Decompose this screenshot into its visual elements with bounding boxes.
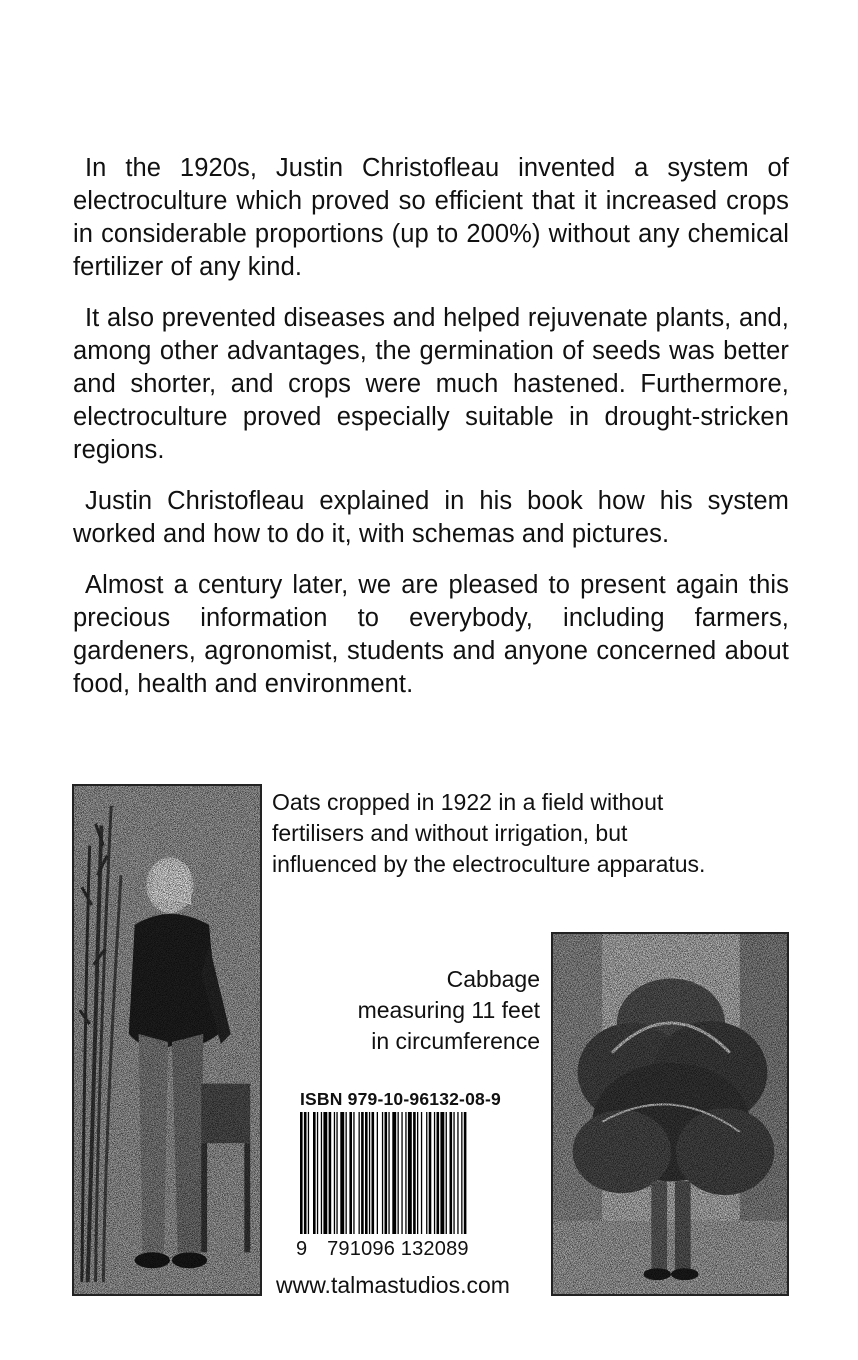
- barcode-bar: [434, 1112, 435, 1234]
- barcode-bar: [304, 1112, 307, 1234]
- barcode-bar: [329, 1112, 332, 1234]
- cabbage-caption-line: Cabbage: [446, 966, 540, 992]
- barcode-bar: [334, 1112, 335, 1234]
- barcode-digits-rest: 791096 132089: [327, 1238, 469, 1260]
- barcode-bar: [300, 1112, 303, 1234]
- barcode-bar: [401, 1112, 402, 1234]
- barcode-bar: [340, 1112, 344, 1234]
- barcode-bar: [392, 1112, 396, 1234]
- cabbage-caption-line: in circumference: [371, 1028, 540, 1054]
- barcode-bar: [446, 1112, 447, 1234]
- barcode-bar: [313, 1112, 316, 1234]
- barcode-bar: [377, 1112, 378, 1234]
- barcode-bar: [323, 1112, 327, 1234]
- barcode-bar: [372, 1112, 375, 1234]
- barcode-bar: [369, 1112, 370, 1234]
- barcode-bar: [353, 1112, 354, 1234]
- isbn-barcode: [296, 1112, 504, 1252]
- barcode-bar: [440, 1112, 444, 1234]
- blurb-paragraph: In the 1920s, Justin Christofleau invented a system of electroculture which proved so efficient that it increased crops in considerable proportions (up to 200%) without any chemical fertilizer of any kind.: [73, 154, 789, 281]
- barcode-bar: [405, 1112, 406, 1234]
- blurb-paragraph: It also prevented diseases and helped rejuvenate plants, and, among other advantages, the germination of seeds was better and shorter, and crops were much hastened. Furthermore, electroculture proved especially suitable in drought-stricken regions.: [73, 304, 789, 464]
- barcode-bar: [453, 1112, 454, 1234]
- barcode-bar: [398, 1112, 399, 1234]
- barcode-bar: [321, 1112, 322, 1234]
- back-cover-blurb: [73, 152, 789, 719]
- barcode-bar: [413, 1112, 416, 1234]
- website-url: www.talmastudios.com: [276, 1272, 510, 1298]
- barcode-bar: [426, 1112, 427, 1234]
- barcode-bar: [461, 1112, 462, 1234]
- barcode-bar: [437, 1112, 440, 1234]
- oats-photo: [72, 784, 262, 1296]
- barcode-bar: [450, 1112, 453, 1234]
- isbn-label: ISBN 979-10-96132-08-9: [300, 1089, 501, 1109]
- barcode-bar: [429, 1112, 432, 1234]
- barcode-digit-first: 9: [296, 1238, 308, 1260]
- barcode-bar: [421, 1112, 422, 1234]
- barcode-bar: [457, 1112, 458, 1234]
- blurb-paragraph: Almost a century later, we are pleased to present again this precious information to everybody, including farmers, gardeners, agronomist, students and anyone concerned about food, health and environment.: [73, 571, 789, 698]
- blurb-paragraph: Justin Christofleau explained in his book how his system worked and how to do it, with schemas and pictures.: [73, 487, 789, 548]
- barcode-bar: [417, 1112, 418, 1234]
- cabbage-caption: [300, 964, 540, 1057]
- barcode-bar: [464, 1112, 467, 1234]
- barcode-bar: [308, 1112, 309, 1234]
- barcode-bar: [336, 1112, 337, 1234]
- barcode-bar: [382, 1112, 383, 1234]
- barcode-bar: [365, 1112, 368, 1234]
- barcode-digits: [296, 1238, 469, 1261]
- barcode-bar: [349, 1112, 352, 1234]
- barcode-bar: [317, 1112, 318, 1234]
- barcode-bar: [359, 1112, 360, 1234]
- barcode-bar: [408, 1112, 412, 1234]
- barcode-bar: [385, 1112, 388, 1234]
- barcode-bar: [388, 1112, 389, 1234]
- barcode-bar: [361, 1112, 364, 1234]
- barcode-bar: [346, 1112, 347, 1234]
- oats-caption: Oats cropped in 1922 in a field without fertilisers and without irrigation, but influenced by the electroculture apparatus.: [272, 789, 706, 877]
- cabbage-photo: [551, 932, 789, 1296]
- cabbage-caption-line: measuring 11 feet: [357, 997, 540, 1023]
